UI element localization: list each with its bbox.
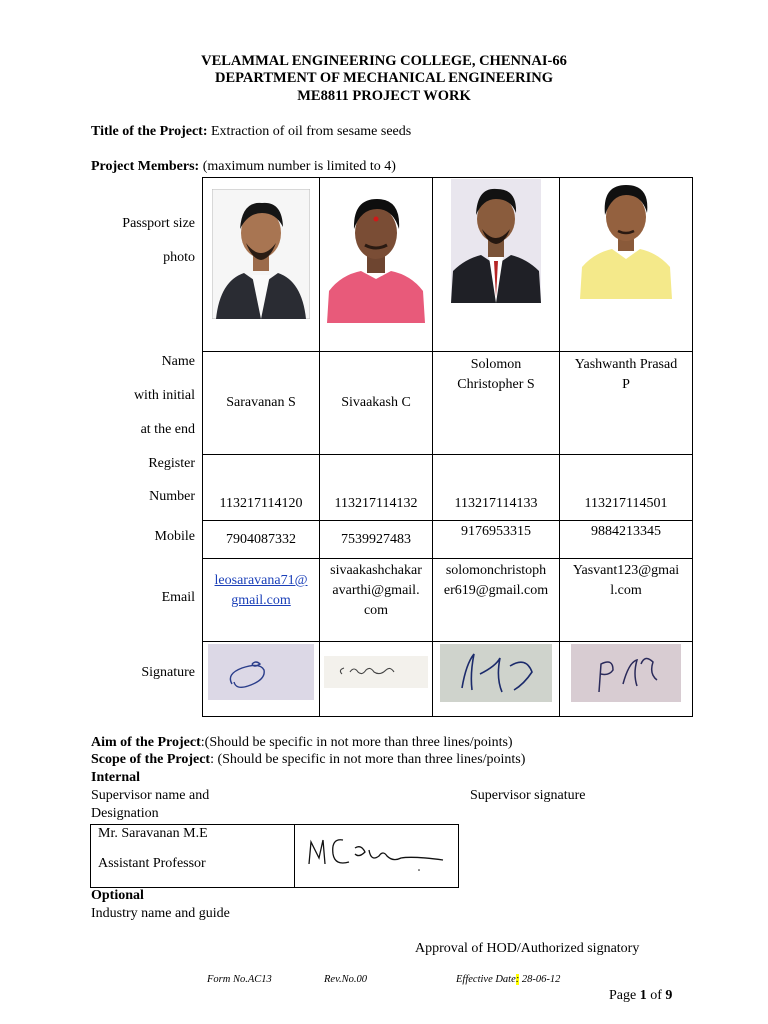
- form-number: Form No.AC13: [207, 974, 272, 985]
- mobile-row: [203, 521, 693, 559]
- member-email-2: [320, 559, 433, 642]
- scope-section: [91, 752, 525, 768]
- effective-date-label: Effective Date: [456, 974, 516, 985]
- signature-cell-3: [433, 642, 560, 717]
- department-name: DEPARTMENT OF MECHANICAL ENGINEERING: [215, 70, 553, 86]
- email-row: [203, 559, 693, 642]
- member-photo-4: [580, 179, 672, 299]
- signature-image-4: [571, 644, 681, 702]
- aim-label: Aim of the Project: [91, 735, 201, 750]
- label-with-initial: with initial: [133, 388, 195, 403]
- supervisor-box-top-border: [91, 824, 459, 825]
- members-label: Project Members:: [91, 159, 200, 174]
- member-name-2: [320, 352, 433, 455]
- label-photo: photo: [163, 250, 195, 265]
- member-reg-2: 113217114132: [320, 455, 433, 521]
- member-name-text: Sivaakash C: [341, 395, 411, 410]
- email-line-3: com: [363, 603, 389, 618]
- member-email-1[interactable]: [203, 559, 320, 642]
- page-total: 9: [665, 988, 673, 1003]
- effective-date-value: 28-06-12: [519, 974, 561, 985]
- page-number: [609, 988, 672, 1004]
- signature-image-1: [208, 644, 314, 700]
- member-photo-2: [327, 187, 425, 323]
- register-row: [203, 455, 693, 521]
- member-reg-3: 113217114133: [433, 455, 560, 521]
- internal-heading: Internal: [91, 770, 140, 785]
- email-line-1: solomonchristoph: [445, 563, 547, 578]
- aim-section: [91, 735, 513, 751]
- label-number: Number: [149, 489, 195, 504]
- email-line-1: sivaakashchakar: [330, 563, 422, 578]
- effective-date-colon: :: [515, 974, 520, 985]
- supervisor-signature-label: Supervisor signature: [470, 788, 586, 803]
- members-note: (maximum number is limited to 4): [202, 159, 396, 174]
- college-name: VELAMMAL ENGINEERING COLLEGE, CHENNAI-66: [201, 53, 567, 69]
- member-photo-3: [451, 179, 541, 303]
- signature-cell-4: [560, 642, 693, 717]
- member-name-line-1: Solomon: [470, 357, 522, 372]
- email-line-1: Yasvant123@gmai: [572, 563, 680, 578]
- scope-label: Scope of the Project: [91, 752, 211, 767]
- label-name: Name: [161, 354, 195, 369]
- course-name: ME8811 PROJECT WORK: [297, 88, 471, 104]
- label-register: Register: [148, 456, 195, 471]
- label-passport-size: Passport size: [122, 216, 195, 231]
- label-mobile: Mobile: [154, 529, 195, 544]
- member-name-line-2: Christopher S: [457, 377, 535, 392]
- photo-row: [203, 178, 693, 352]
- email-line-2: avarthi@gmail.: [332, 583, 420, 598]
- scope-text: : (Should be specific in not more than three lines/points): [210, 752, 526, 767]
- photo-cell-2: [320, 178, 433, 352]
- member-name-line-1: Yashwanth Prasad: [574, 357, 678, 372]
- project-title: [91, 124, 411, 140]
- member-mobile-3: 9176953315: [433, 521, 560, 559]
- email-link-1[interactable]: [215, 573, 308, 608]
- approval-label: Approval of HOD/Authorized signatory: [415, 941, 640, 956]
- email-line-1: leosaravana71@: [214, 573, 308, 588]
- supervisor-signature-image: [303, 828, 453, 874]
- photo-cell-1: [203, 178, 320, 352]
- signature-image-2: [324, 656, 428, 688]
- optional-heading: Optional: [91, 888, 144, 903]
- member-reg-4: 113217114501: [560, 455, 693, 521]
- member-name-4: [560, 352, 693, 455]
- email-line-2: er619@gmail.com: [443, 583, 549, 598]
- label-signature: Signature: [141, 665, 195, 680]
- project-title-label: Title of the Project:: [91, 124, 208, 139]
- supervisor-designation: Assistant Professor: [98, 856, 206, 871]
- page-of: of: [646, 988, 666, 1003]
- signature-cell-1: [203, 642, 320, 717]
- signature-row: [203, 642, 693, 717]
- page-current: 1: [639, 988, 647, 1003]
- member-mobile-2: 7539927483: [320, 521, 433, 559]
- page-label: Page: [609, 988, 640, 1003]
- member-photo-1: [212, 189, 310, 319]
- supervisor-box: [90, 824, 459, 888]
- supervisor-box-right-border: [458, 824, 459, 887]
- label-email: Email: [161, 590, 195, 605]
- supervisor-box-divider: [294, 824, 295, 887]
- signature-image-3: [440, 644, 552, 702]
- photo-cell-4: [560, 178, 693, 352]
- project-members-heading: [91, 159, 396, 175]
- signature-cell-2: [320, 642, 433, 717]
- member-mobile-4: 9884213345: [560, 521, 693, 559]
- supervisor-name: Mr. Saravanan M.E: [98, 826, 208, 841]
- member-email-4: [560, 559, 693, 642]
- designation-label: Designation: [91, 806, 159, 821]
- member-email-3: [433, 559, 560, 642]
- member-name-line-2: P: [622, 377, 630, 392]
- revision-number: Rev.No.00: [324, 974, 367, 985]
- member-mobile-1: 7904087332: [203, 521, 320, 559]
- label-at-the-end: at the end: [140, 422, 195, 437]
- supervisor-name-label: Supervisor name and: [91, 788, 210, 803]
- name-row: [203, 352, 693, 455]
- email-line-2: l.com: [610, 583, 642, 598]
- photo-cell-3: [433, 178, 560, 352]
- member-name-text: Saravanan S: [226, 395, 296, 410]
- project-title-value: Extraction of oil from sesame seeds: [211, 124, 412, 139]
- industry-guide-label: Industry name and guide: [91, 906, 230, 921]
- member-name-1: [203, 352, 320, 455]
- effective-date: [456, 974, 560, 985]
- member-name-3: [433, 352, 560, 455]
- email-line-2: gmail.com: [231, 593, 291, 608]
- aim-text: :(Should be specific in not more than three lines/points): [200, 735, 513, 750]
- member-reg-1: 113217114120: [203, 455, 320, 521]
- members-table: [202, 177, 693, 717]
